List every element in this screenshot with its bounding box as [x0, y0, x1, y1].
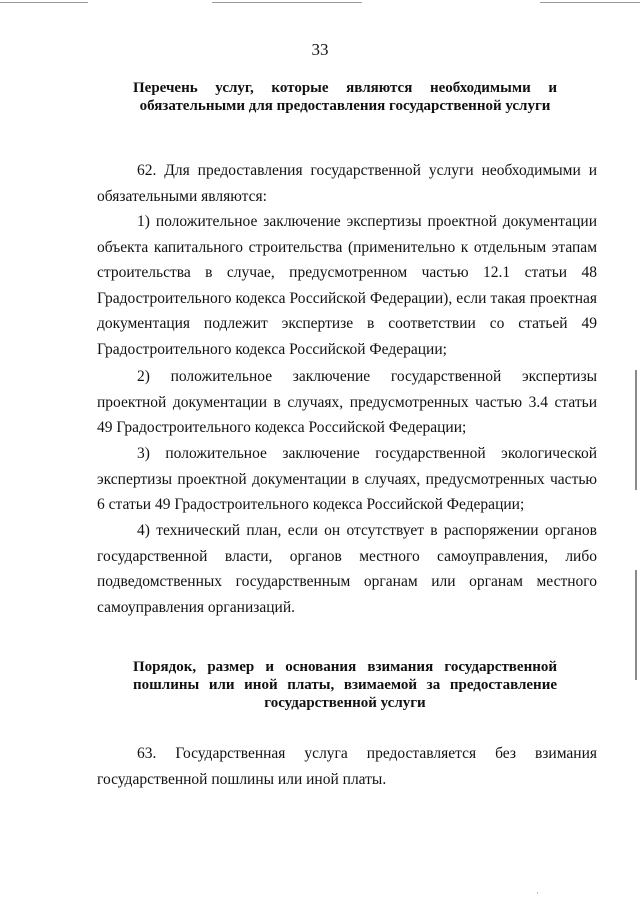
section-heading-services-list: Перечень услуг, которые являются необходимыми и обязательными для предоставления государственной услуги — [133, 80, 557, 114]
paragraph-63: 63. Государственная услуга предоставляется без взимания государственной пошлины или иной платы. — [97, 745, 597, 788]
scan-line — [540, 2, 640, 3]
section-heading-fee: Порядок, размер и основания взимания государственной пошлины или иной платы, взимаемой за предоставление государственной услуги — [133, 659, 557, 711]
paragraph-62-item-1: 1) положительное заключение экспертизы проектной документации объекта капитального строительства (применительно к отдельным этапам строительства в случае, предусмотренном частью 12.1 статьи 48 Градостроительного кодекса Российской Федерации), если такая проектная документация подлежит экспертизе в соответствии со статьей 49 Градостроительного кодекса Российской Федерации; — [97, 213, 597, 358]
scan-line — [0, 2, 88, 3]
page-number: 33 — [311, 40, 329, 59]
paragraph-62-item-4: 4) технический план, если он отсутствует в распоряжении органов государственной власти, органов местного самоуправления, либо подведомственных государственным органам или органам местного самоуправления организаций. — [97, 522, 597, 616]
scan-edge-mark — [635, 570, 637, 680]
paragraph-62-item-2: 2) положительное заключение государственной экспертизы проектной документации в случаях, предусмотренных частью 3.4 статьи 49 Градостроительного кодекса Российской Федерации; — [97, 368, 597, 437]
paragraph-62-item-3: 3) положительное заключение государственной экологической экспертизы проектной документации в случаях, предусмотренных частью 6 статьи 49 Градостроительного кодекса Российской Федерации; — [97, 445, 597, 514]
scan-edge-mark — [635, 370, 637, 490]
scan-line — [212, 2, 362, 3]
paragraph-62: 62. Для предоставления государственной услуги необходимыми и обязательными являются: — [97, 162, 597, 205]
scan-dot: · — [536, 888, 539, 898]
